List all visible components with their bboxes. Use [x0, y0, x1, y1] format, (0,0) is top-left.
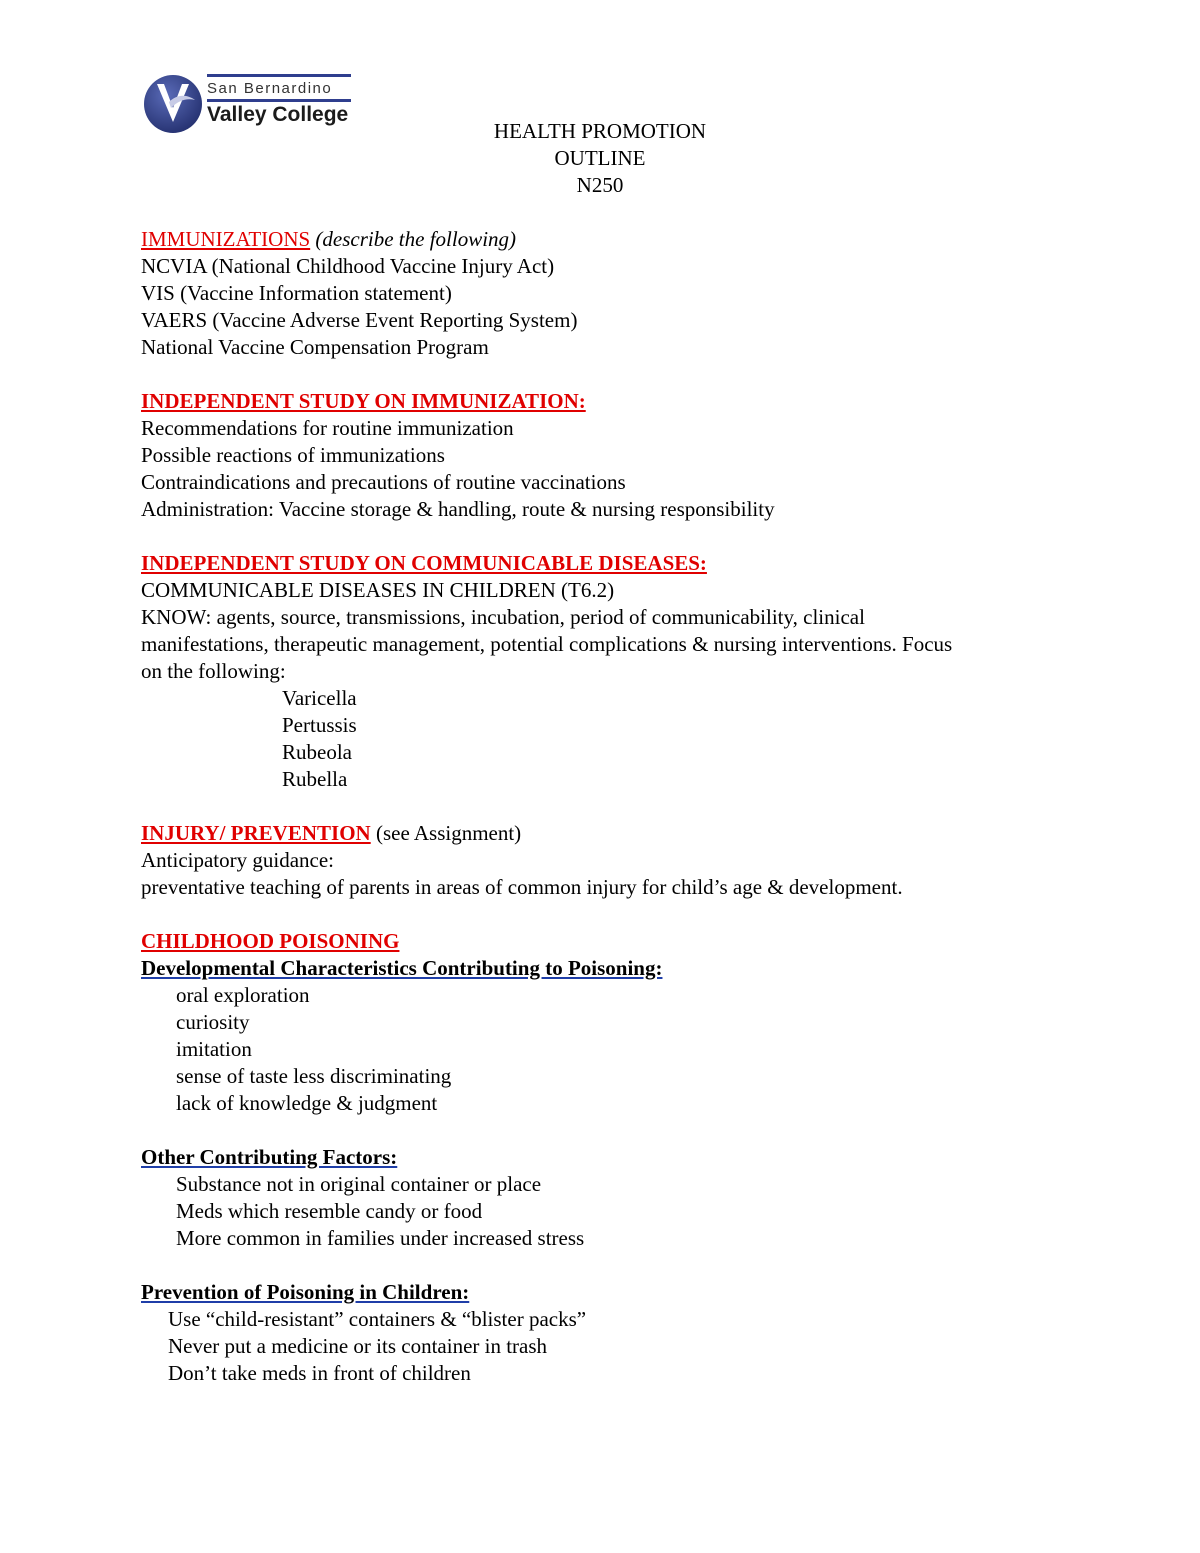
list-item: Never put a medicine or its container in trash: [168, 1334, 548, 1358]
title-line-2: OUTLINE: [554, 146, 646, 170]
developmental-characteristics-heading: Developmental Characteristics Contributing to Poisoning:: [141, 956, 663, 980]
anticipatory-guidance: Anticipatory guidance:: [141, 848, 335, 872]
know-line-2: manifestations, therapeutic management, potential complications & nursing interventions. Focus: [141, 632, 953, 656]
independent-immunization-heading: INDEPENDENT STUDY ON IMMUNIZATION:: [141, 389, 586, 413]
immunizations-heading-line: [141, 226, 1101, 253]
list-item: VAERS (Vaccine Adverse Event Reporting System): [141, 308, 578, 332]
list-item: VIS (Vaccine Information statement): [141, 281, 452, 305]
list-item: Contraindications and precautions of routine vaccinations: [141, 470, 626, 494]
logo-rule-top: [207, 74, 351, 77]
list-item: More common in families under increased stress: [176, 1226, 585, 1250]
list-item: curiosity: [176, 1010, 250, 1034]
document-title: [400, 118, 800, 199]
disease-item: Varicella: [282, 686, 357, 710]
injury-prevention-note: (see Assignment): [375, 821, 522, 845]
logo-line-1: San Bernardino: [207, 80, 333, 97]
disease-item: Rubeola: [282, 740, 352, 764]
list-item: Substance not in original container or place: [176, 1172, 542, 1196]
college-logo: [143, 72, 353, 136]
independent-communicable-heading: INDEPENDENT STUDY ON COMMUNICABLE DISEASES:: [141, 551, 707, 575]
list-item: oral exploration: [176, 983, 310, 1007]
list-item: sense of taste less discriminating: [176, 1064, 452, 1088]
list-item: Possible reactions of immunizations: [141, 443, 445, 467]
disease-item: Pertussis: [282, 713, 357, 737]
title-line-1: HEALTH PROMOTION: [493, 119, 707, 143]
list-item: Don’t take meds in front of children: [168, 1361, 471, 1385]
logo-line-2: Valley College: [207, 103, 349, 126]
logo-rule-middle: [207, 99, 351, 102]
communicable-subheading: COMMUNICABLE DISEASES IN CHILDREN (T6.2): [141, 578, 615, 602]
prevention-heading: Prevention of Poisoning in Children:: [141, 1280, 470, 1304]
list-item: NCVIA (National Childhood Vaccine Injury Act): [141, 254, 555, 278]
other-factors-heading: Other Contributing Factors:: [141, 1145, 398, 1169]
list-item: National Vaccine Compensation Program: [141, 335, 489, 359]
injury-prevention-heading-line: [141, 820, 1101, 847]
childhood-poisoning-heading: CHILDHOOD POISONING: [141, 929, 400, 953]
preventative-teaching: preventative teaching of parents in areas of common injury for child’s age & development.: [141, 875, 903, 899]
title-line-3: N250: [576, 173, 624, 197]
know-line-3: on the following:: [141, 659, 286, 683]
injury-prevention-heading: INJURY/ PREVENTION: [141, 821, 371, 845]
valley-college-v-icon: [143, 72, 203, 136]
list-item: Use “child-resistant” containers & “blister packs”: [168, 1307, 587, 1331]
know-line-1: KNOW: agents, source, transmissions, incubation, period of communicability, clinical: [141, 605, 865, 629]
immunizations-heading: IMMUNIZATIONS: [141, 227, 311, 251]
document-body: [141, 226, 1101, 1387]
list-item: Administration: Vaccine storage & handling, route & nursing responsibility: [141, 497, 775, 521]
list-item: Recommendations for routine immunization: [141, 416, 514, 440]
disease-item: Rubella: [282, 767, 348, 791]
immunizations-note: (describe the following): [315, 227, 517, 251]
list-item: Meds which resemble candy or food: [176, 1199, 483, 1223]
list-item: lack of knowledge & judgment: [176, 1091, 438, 1115]
list-item: imitation: [176, 1037, 252, 1061]
